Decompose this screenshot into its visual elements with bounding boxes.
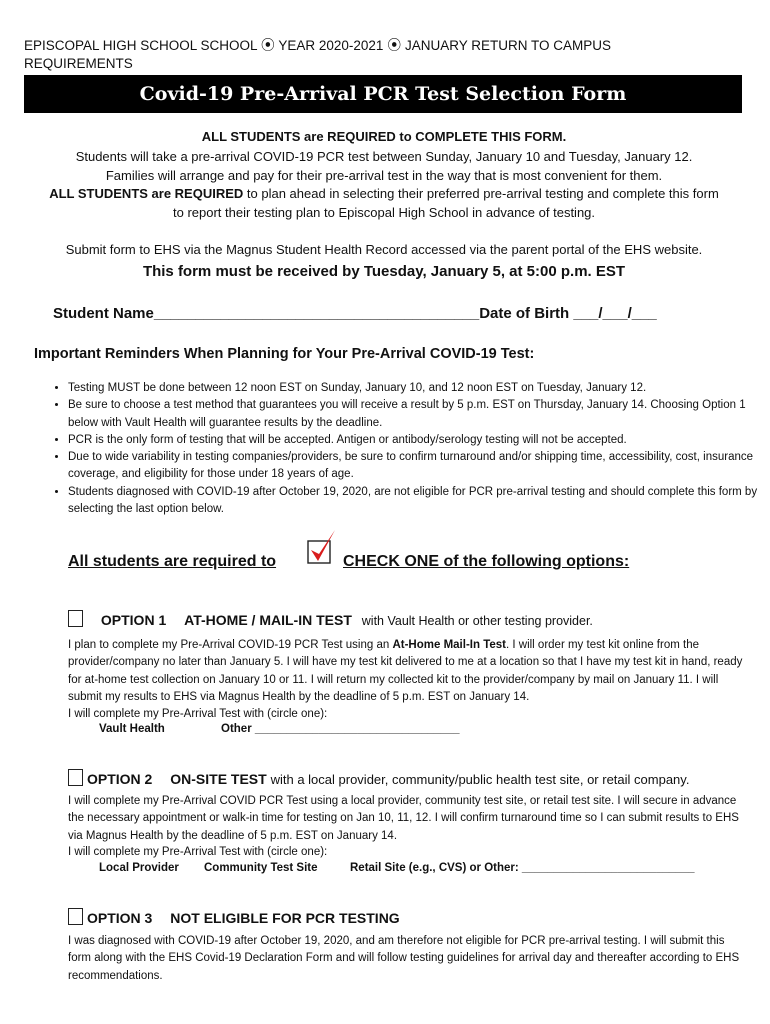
option-2-choice-retail[interactable]: Retail Site (e.g., CVS) or Other: ___________________________ [350, 862, 695, 874]
option-1-description [68, 637, 748, 706]
option-2-checkbox[interactable] [68, 769, 83, 786]
option-2-subtitle: with a local provider, community/public health test site, or retail company. [270, 772, 690, 787]
option-2-choice-local[interactable]: Local Provider [99, 862, 179, 874]
intro-required-bold: ALL STUDENTS are REQUIRED [49, 186, 244, 201]
option-2-description: I will complete my Pre-Arrival COVID PCR Test using a local provider, community test site, or retail test site. I will secure in advance the necessary appointment or walk-in time for testing on Jan 10, 11, 12. I will confirm turnaround time so I can submit results to EHS via Magnus Health by the deadline of 5 p.m. EST on January 14. [68, 795, 739, 842]
form-title-banner: Covid-19 Pre-Arrival PCR Test Selection Form [24, 75, 742, 113]
intro-line-5: to report their testing plan to Episcopal High School in advance of testing. [172, 204, 596, 220]
list-item: • Testing MUST be done between 12 noon EST on Sunday, January 10, and 12 noon EST on Tuesday, January 12. [68, 380, 768, 397]
option-1-row [68, 610, 593, 628]
option-1-choice-other[interactable]: Other ________________________________ [221, 723, 460, 735]
document-header [24, 36, 744, 73]
option-3-description: I was diagnosed with COVID-19 after October 19, 2020, and am therefore not eligible for PCR pre-arrival testing. I will submit this form along with the EHS Covid-19 Declaration Form and will follow testing guidelines for arrival day and thereafter according to EHS recommendations. [68, 935, 740, 982]
bullet-circle-icon: ⦿ [260, 37, 275, 53]
option-2-row [68, 769, 689, 787]
header-return: JANUARY RETURN TO CAMPUS [404, 38, 611, 53]
deadline-notice: This form must be received by Tuesday, January 5, at 5:00 p.m. EST [142, 263, 626, 280]
student-name-dob-field[interactable]: Student Name_______________________________________Date of Birth ___/___/___ [53, 305, 657, 322]
bullet-circle-icon: ⦿ [387, 37, 402, 53]
list-item: • PCR is the only form of testing that will be accepted. Antigen or antibody/serology testing will not be accepted. [68, 432, 768, 449]
option-1-subtitle: with Vault Health or other testing provider. [361, 614, 593, 628]
header-school: EPISCOPAL HIGH SCHOOL SCHOOL [24, 38, 258, 53]
option-2-choice-community[interactable]: Community Test Site [204, 862, 318, 874]
option-1-title: AT-HOME / MAIL-IN TEST [184, 612, 352, 628]
option-1-choice-vault[interactable]: Vault Health [99, 723, 165, 735]
option-1-text-bold: At-Home Mail-In Test [392, 639, 506, 651]
checked-box-icon [307, 528, 337, 568]
submit-instructions: Submit form to EHS via the Magnus Student Health Record accessed via the parent portal of the EHS website. [65, 242, 703, 257]
header-year: YEAR 2020-2021 [278, 38, 384, 53]
option-3-row [68, 908, 400, 926]
option-3-title: NOT ELIGIBLE FOR PCR TESTING [170, 910, 400, 926]
list-item: • Students diagnosed with COVID-19 after October 19, 2020, are not eligible for PCR pre-arrival testing and should complete this form by selecting the last option below. [68, 484, 768, 519]
option-1-text-a: I plan to complete my Pre-Arrival COVID-19 PCR Test using an [68, 639, 393, 651]
option-1-label: OPTION 1 [100, 612, 167, 628]
option-2-label: OPTION 2 [87, 771, 153, 787]
option-1-circle-prompt: I will complete my Pre-Arrival Test with (circle one): [68, 708, 328, 720]
option-3-checkbox[interactable] [68, 908, 83, 925]
intro-line-3: Families will arrange and pay for their pre-arrival test in the way that is most convenient for them. [105, 167, 663, 183]
intro-line-4-rest: to plan ahead in selecting their preferred pre-arrival testing and complete this form [243, 186, 719, 201]
check-one-text: CHECK ONE of the following options: [343, 553, 630, 570]
intro-line-2: Students will take a pre-arrival COVID-19 PCR test between Sunday, January 10 and Tuesday, January 12. [75, 149, 693, 164]
option-3-label: OPTION 3 [87, 910, 153, 926]
list-item: • Be sure to choose a test method that guarantees you will receive a result by 5 p.m. EST on Thursday, January 14. Choosing Option 1 below with Vault Health will guarantee results by the deadline. [68, 397, 768, 432]
reminders-heading: Important Reminders When Planning for Your Pre-Arrival COVID-19 Test: [34, 346, 535, 362]
option-1-checkbox[interactable] [68, 610, 83, 627]
option-2-title: ON-SITE TEST [170, 771, 267, 787]
list-item: • Due to wide variability in testing companies/providers, be sure to confirm turnaround and/or shipping time, accessibility, cost, insurance coverage, and eligibility for those under 18 years of age. [68, 449, 768, 484]
option-1-text-b: . I will order my test kit online from the provider/company no later than January 5. I will have my test kit delivered to me at a location so that I have my test kit in hand, ready for at-home test collection on January 10 or 11. I will return my collected kit to the provider/company by mail on January 11. I will submit my results to EHS via Magnus Health by the deadline of 5 p.m. EST on January 14. [68, 639, 743, 703]
intro-required: ALL STUDENTS are REQUIRED to COMPLETE THIS FORM. [201, 129, 567, 144]
required-text: All students are required to [68, 553, 277, 570]
intro-line-4 [24, 185, 744, 204]
header-requirements: REQUIREMENTS [24, 56, 133, 71]
reminders-list [44, 380, 768, 518]
option-2-circle-prompt: I will complete my Pre-Arrival Test with (circle one): [68, 846, 328, 858]
